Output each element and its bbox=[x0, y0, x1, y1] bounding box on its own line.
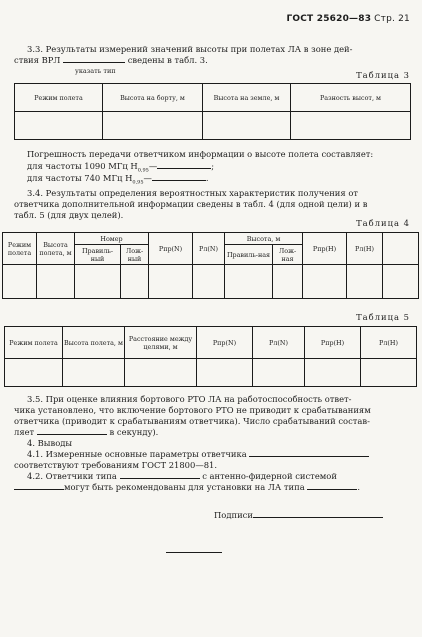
table4-header-ppr-h: Pпр(H) bbox=[303, 233, 347, 265]
table5 bbox=[4, 326, 417, 387]
table3-header: Высота на борту, м bbox=[103, 84, 203, 112]
sec34-line1: 3.4. Результаты определения вероятностных характеристик получения от bbox=[27, 188, 359, 198]
type-caption: указать тип bbox=[75, 67, 116, 75]
table4-header-number: Номер bbox=[75, 233, 149, 245]
table-row bbox=[15, 112, 411, 140]
conclusions-title: 4. Выводы bbox=[27, 438, 73, 448]
table4-header-alt-group: Высота, м bbox=[225, 233, 303, 245]
table3-header: Высота на земле, м bbox=[203, 84, 291, 112]
table-row bbox=[5, 359, 417, 387]
sec33-line1: 3.3. Результаты измерений значений высоты при полетах ЛА в зоне дей- bbox=[27, 44, 353, 54]
page-header bbox=[286, 14, 410, 24]
sec35-line1: 3.5. При оценке влияния бортового РТО ЛА на работоспособность ответ- bbox=[27, 394, 352, 404]
p42-line2: могут быть рекомендованы для установки на ЛА типа . bbox=[14, 482, 360, 493]
sec35-line4: ляет в секунду). bbox=[14, 427, 159, 437]
sec33-line2: ствия ВРЛ сведены в табл. 3. bbox=[14, 55, 208, 65]
table4-header-alt-false: Лож-ная bbox=[273, 245, 303, 265]
standard-number: ГОСТ 25620—83 bbox=[286, 14, 372, 24]
p41-line2: соответствуют требованиям ГОСТ 21800—81. bbox=[14, 460, 218, 470]
table4-header-ppr-n: Pпр(N) bbox=[149, 233, 193, 265]
p41-line1: 4.1. Измеренные основные параметры ответчика bbox=[27, 449, 369, 460]
accuracy-intro: Погрешность передачи ответчиком информации о высоте полета составляет: bbox=[27, 149, 374, 159]
table4-header-altitude: Высота полета, м bbox=[37, 233, 75, 265]
table3-header: Разность высот, м bbox=[291, 84, 411, 112]
table4-header-alt-correct: Правиль-ная bbox=[225, 245, 273, 265]
table4-header-number-false: Лож-ный bbox=[121, 245, 149, 265]
table5-header: Pпр(N) bbox=[197, 327, 253, 359]
table3-title: Таблица 3 bbox=[356, 70, 410, 80]
table4 bbox=[2, 232, 419, 299]
table-row bbox=[3, 265, 419, 299]
sec34-line3: табл. 5 (для двух целей). bbox=[14, 210, 124, 220]
accuracy-line1: для частоты 1090 МГц $H_{0,95}—$ ; bbox=[27, 161, 215, 174]
table5-header: Высота полета, м bbox=[63, 327, 125, 359]
signature-line bbox=[166, 552, 222, 553]
table5-header: Расстояние между целями, м bbox=[125, 327, 197, 359]
sec35-line3: ответчика (приводит к срабатываниям ответчика). Число срабатываний состав- bbox=[14, 416, 370, 426]
table5-header: Pл(H) bbox=[361, 327, 417, 359]
signature-label: Подписи bbox=[214, 510, 383, 521]
table4-header-mode: Режим полета bbox=[3, 233, 37, 265]
table3 bbox=[14, 83, 411, 140]
table4-header-pl-h: Pл(H) bbox=[347, 233, 383, 265]
table4-header-number-correct: Правиль-ный bbox=[75, 245, 121, 265]
table5-header: Pл(N) bbox=[253, 327, 305, 359]
accuracy-line2: для частоты 740 МГц $H_{0,95}—$ . bbox=[27, 173, 209, 186]
table5-title: Таблица 5 bbox=[356, 312, 410, 322]
table5-header: Режим полета bbox=[5, 327, 63, 359]
page-number: Стр. 21 bbox=[374, 14, 410, 24]
table5-header: Pпр(H) bbox=[305, 327, 361, 359]
sec35-line2: чика установлено, что включение бортового РТО не приводит к срабатываниям bbox=[14, 405, 371, 415]
table4-title: Таблица 4 bbox=[356, 218, 410, 228]
table4-header-pl-n: Pл(N) bbox=[193, 233, 225, 265]
table3-header: Режим полета bbox=[15, 84, 103, 112]
sec34-line2: ответчика дополнительной информации сведены в табл. 4 (для одной цели) и в bbox=[14, 199, 368, 209]
p42-line1: 4.2. Ответчики типа с антенно-фидерной системой bbox=[27, 471, 337, 481]
